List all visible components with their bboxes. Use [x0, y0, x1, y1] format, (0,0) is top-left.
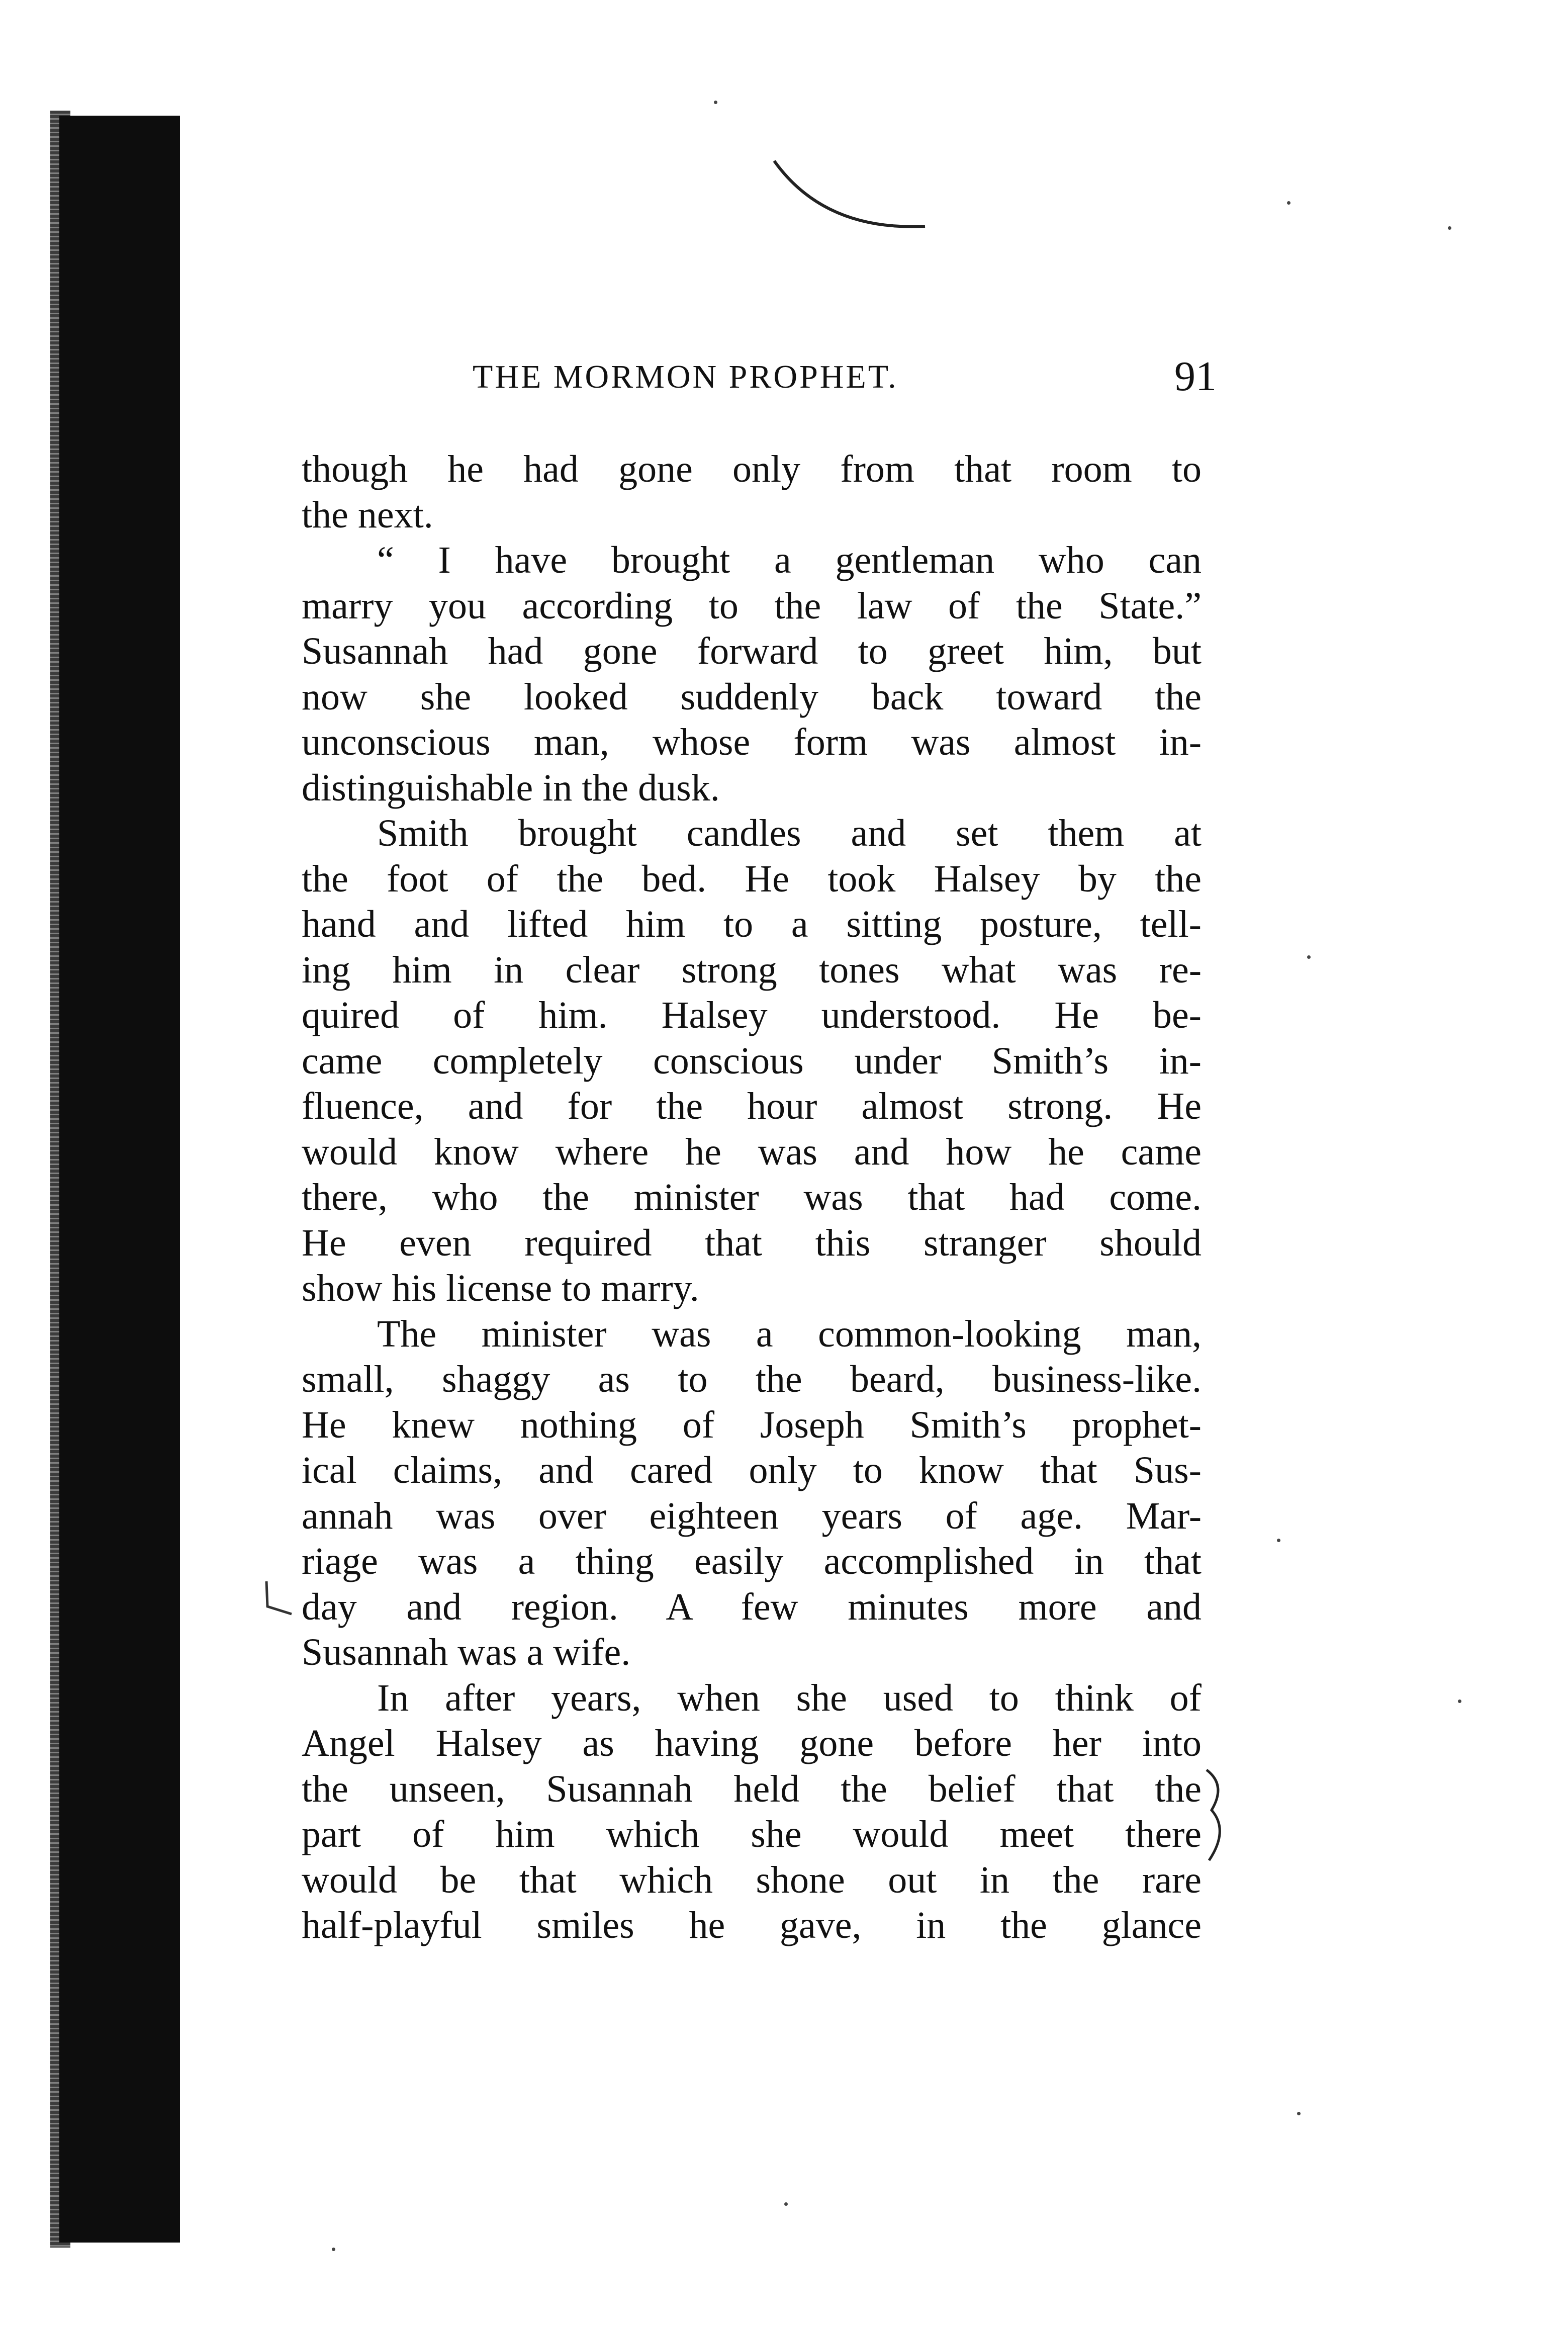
text-line: Angel Halsey as having gone before her into	[302, 1722, 1202, 1764]
text-line: the unseen, Susannah held the belief that the	[302, 1767, 1202, 1810]
text-line: would be that which shone out in the rare	[302, 1858, 1202, 1901]
paper-speck	[1458, 1700, 1461, 1703]
text-line: hand and lifted him to a sitting posture, tell-	[302, 903, 1202, 945]
margin-pencil-check	[261, 1579, 297, 1619]
text-line: riage was a thing easily accomplished in that	[302, 1540, 1202, 1582]
text-line: though he had gone only from that room to	[302, 448, 1202, 490]
body-text	[302, 446, 1202, 1948]
margin-pencil-brace	[1202, 1765, 1232, 1865]
text-line: fluence, and for the hour almost strong. He	[302, 1085, 1202, 1127]
text-line: came completely conscious under Smith’s in-	[302, 1039, 1202, 1082]
text-line: day and region. A few minutes more and	[302, 1585, 1202, 1628]
text-line: ing him in clear strong tones what was re-	[302, 948, 1202, 991]
text-line: there, who the minister was that had come.	[302, 1176, 1202, 1218]
paper-speck	[1277, 1539, 1280, 1542]
text-line: the next.	[302, 493, 433, 536]
text-line: the foot of the bed. He took Halsey by the	[302, 857, 1202, 900]
text-line: small, shaggy as to the beard, business-like.	[302, 1358, 1202, 1400]
text-line: annah was over eighteen years of age. Mar-	[302, 1494, 1202, 1537]
text-line: show his license to marry.	[302, 1267, 699, 1309]
paper-speck	[784, 2202, 788, 2206]
text-line: Susannah was a wife.	[302, 1631, 631, 1673]
text-line: half-playful smiles he gave, in the glance	[302, 1904, 1202, 1946]
paper-speck	[1287, 201, 1290, 205]
paper-speck	[1448, 226, 1451, 230]
paper-speck	[714, 101, 717, 104]
page-header	[302, 352, 1217, 407]
text-line: would know where he was and how he came	[302, 1130, 1202, 1173]
text-line: marry you according to the law of the State.”	[302, 584, 1202, 627]
text-line: The minister was a common-looking man,	[377, 1312, 1202, 1355]
text-line: unconscious man, whose form was almost in-	[302, 721, 1202, 763]
text-line: distinguishable in the dusk.	[302, 766, 720, 809]
page-number: 91	[1174, 353, 1217, 400]
text-line: He even required that this stranger should	[302, 1221, 1202, 1264]
pencil-mark	[764, 151, 935, 251]
text-line: quired of him. Halsey understood. He be-	[302, 994, 1202, 1036]
paper-speck	[1297, 2112, 1301, 2115]
running-title: THE MORMON PROPHET.	[473, 359, 898, 395]
text-line: “ I have brought a gentleman who can	[377, 539, 1202, 581]
text-line: now she looked suddenly back toward the	[302, 675, 1202, 718]
text-line: Smith brought candles and set them at	[377, 812, 1202, 854]
text-line: part of him which she would meet there	[302, 1813, 1202, 1855]
paper-speck	[1307, 955, 1311, 959]
text-line: In after years, when she used to think of	[377, 1676, 1202, 1719]
paper-speck	[332, 2248, 335, 2251]
text-line: Susannah had gone forward to greet him, but	[302, 630, 1202, 672]
text-line: He knew nothing of Joseph Smith’s prophet-	[302, 1403, 1202, 1446]
text-line: ical claims, and cared only to know that Sus-	[302, 1449, 1202, 1491]
book-spine-shadow	[59, 116, 180, 2243]
